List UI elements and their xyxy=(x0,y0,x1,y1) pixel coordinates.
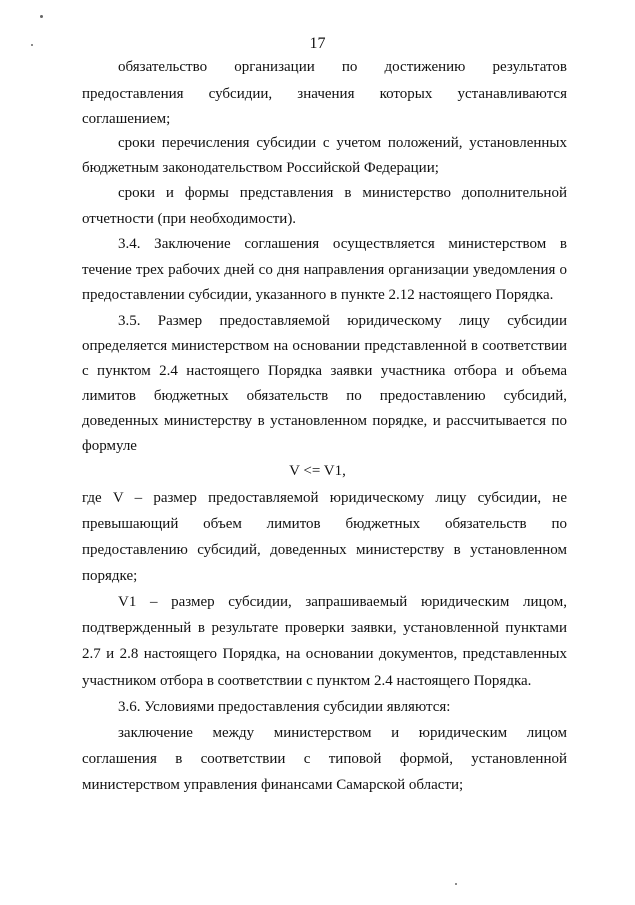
text-line: предоставления субсидии, значения которых устанавливаются xyxy=(82,86,567,102)
text-line: доведенных министерству в установленном порядке, и рассчитывается по xyxy=(82,413,567,429)
text-line: 2.7 и 2.8 настоящего Порядка, на основании документов, представленных xyxy=(82,646,567,662)
text-line: с пунктом 2.4 настоящего Порядка заявки участника отбора и объема xyxy=(82,363,567,379)
text-line: соглашения в соответствии с типовой формой, установленной xyxy=(82,751,567,767)
scan-speck xyxy=(40,15,43,18)
text-line: заключение между министерством и юридическим лицом xyxy=(118,725,567,741)
text-line: превышающий объем лимитов бюджетных обязательств по xyxy=(82,516,567,532)
text-line: V1 – размер субсидии, запрашиваемый юридическим лицом, xyxy=(118,594,567,610)
text-line: лимитов бюджетных обязательств по предоставлению субсидий, xyxy=(82,388,567,404)
text-line: порядке; xyxy=(82,568,138,584)
text-line: определяется министерством на основании представленной в соответствии xyxy=(82,338,567,354)
text-line: предоставлению субсидий, доведенных министерству в установленном xyxy=(82,542,567,558)
scan-speck xyxy=(455,883,457,885)
text-line: подтвержденный в результате проверки заявки, установленной пунктами xyxy=(82,620,567,636)
text-line: 3.6. Условиями предоставления субсидии являются: xyxy=(118,699,451,715)
text-line: отчетности (при необходимости). xyxy=(82,211,297,227)
text-line: сроки и формы представления в министерство дополнительной xyxy=(118,185,567,201)
text-line: формуле xyxy=(82,438,137,454)
page-number: 17 xyxy=(309,35,326,52)
text-line: предоставлении субсидии, указанного в пункте 2.12 настоящего Порядка. xyxy=(82,287,554,303)
text-line: где V – размер предоставляемой юридическому лицу субсидии, не xyxy=(82,490,567,506)
text-line: течение трех рабочих дней со дня направления организации уведомления о xyxy=(82,262,567,278)
text-line: участником отбора в соответствии с пунктом 2.4 настоящего Порядка. xyxy=(82,673,532,689)
text-line: обязательство организации по достижению результатов xyxy=(118,59,567,75)
text-line: 3.5. Размер предоставляемой юридическому лицу субсидии xyxy=(118,313,567,329)
formula: V <= V1, xyxy=(289,463,346,479)
text-line: соглашением; xyxy=(82,111,171,127)
text-line: 3.4. Заключение соглашения осуществляется министерством в xyxy=(118,236,567,252)
text-line: бюджетным законодательством Российской Федерации; xyxy=(82,160,439,176)
text-line: министерством управления финансами Самарской области; xyxy=(82,777,464,793)
text-line: сроки перечисления субсидии с учетом положений, установленных xyxy=(118,135,567,151)
